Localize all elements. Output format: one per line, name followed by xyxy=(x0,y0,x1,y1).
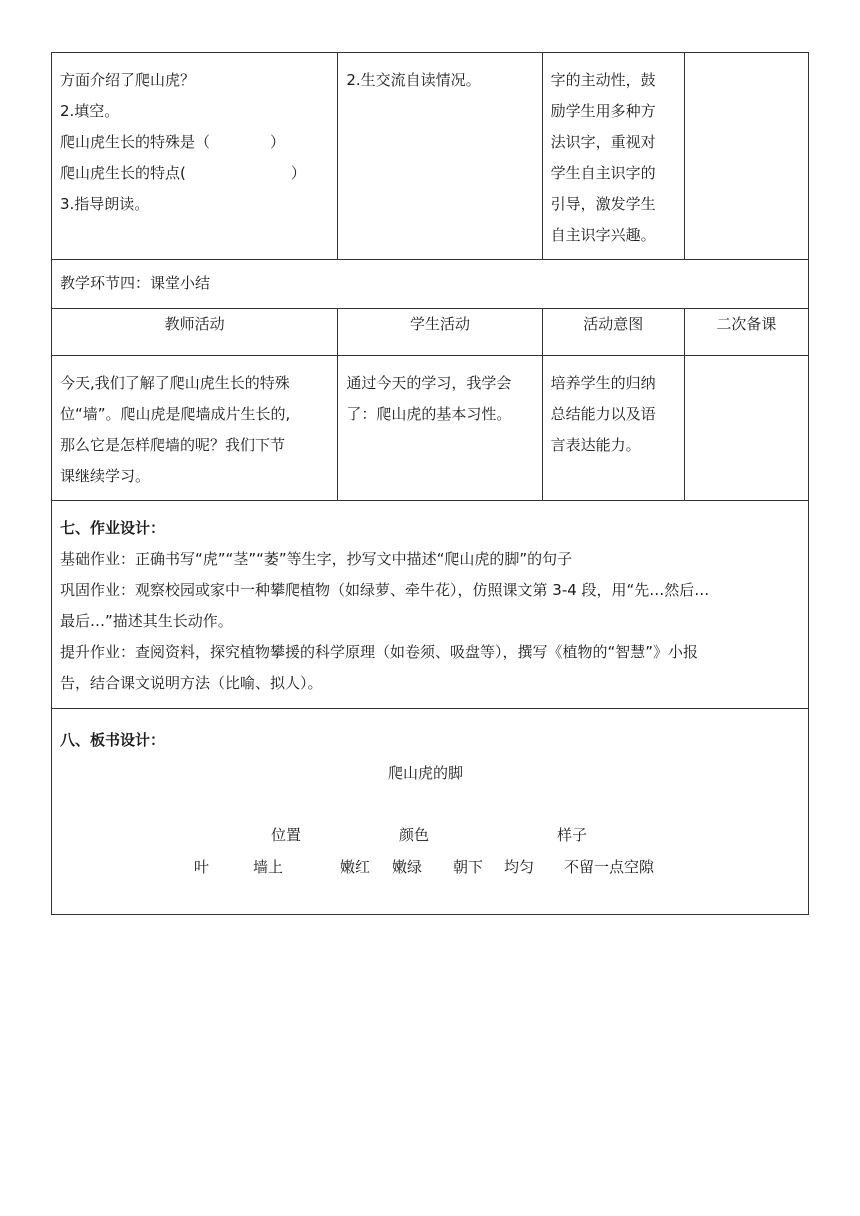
board-word-leaf: 叶 xyxy=(194,858,210,876)
intent-line: 励学生用多种方 xyxy=(550,102,656,120)
intent-line: 言表达能力。 xyxy=(550,436,641,454)
intent-line: 自主识字兴趣。 xyxy=(550,226,656,244)
teacher-line: 课继续学习。 xyxy=(60,467,151,485)
student-line: 2.生交流自读情况。 xyxy=(346,71,481,89)
board-word-red: 嫩红 xyxy=(340,858,371,876)
header-second-prep: 二次备课 xyxy=(684,309,808,356)
summary-activity-row xyxy=(52,356,809,501)
homework-title: 七、作业设计： xyxy=(60,519,166,537)
intent-line: 学生自主识字的 xyxy=(550,164,656,182)
second-prep-cell xyxy=(684,53,808,260)
homework-cell xyxy=(52,501,809,709)
intent-line: 引导，激发学生 xyxy=(550,195,656,213)
teacher-line: 爬山虎生长的特点( ） xyxy=(60,164,306,182)
intent-line: 字的主动性，鼓 xyxy=(550,71,656,89)
student-activity-cell xyxy=(338,356,542,501)
homework-row xyxy=(52,501,809,709)
teacher-line: 爬山虎生长的特殊是（ ） xyxy=(60,133,286,151)
teacher-activity-cell xyxy=(52,356,338,501)
teacher-line: 3.指导朗读。 xyxy=(60,195,150,213)
intent-line: 培养学生的归纳 xyxy=(550,374,656,392)
board-category-shape: 样子 xyxy=(557,826,588,844)
student-line: 了：爬山虎的基本习性。 xyxy=(346,405,512,423)
second-prep-cell xyxy=(684,356,808,501)
board-word-gap: 不留一点空隙 xyxy=(564,858,655,876)
board-heading: 爬山虎的脚 xyxy=(388,764,464,782)
lesson-plan-page xyxy=(51,52,809,915)
activity-row-continued xyxy=(52,53,809,260)
table-header-row xyxy=(52,309,809,356)
header-student-activity: 学生活动 xyxy=(338,309,542,356)
board-title: 八、板书设计： xyxy=(60,731,166,749)
teacher-line: 那么它是怎样爬墙的呢？我们下节 xyxy=(60,436,286,454)
teacher-line: 位“墙”。爬山虎是爬墙成片生长的, xyxy=(60,405,291,423)
intent-line: 总结能力以及语 xyxy=(550,405,656,423)
board-category-color: 颜色 xyxy=(399,826,430,844)
header-teacher-activity: 教师活动 xyxy=(52,309,338,356)
board-word-green: 嫩绿 xyxy=(392,858,423,876)
homework-line: 基础作业：正确书写“虎”“茎”“萎”等生字，抄写文中描述“爬山虎的脚”的句子 xyxy=(60,550,573,568)
section-four-row xyxy=(52,260,809,309)
board-word-even: 均匀 xyxy=(504,858,535,876)
student-line: 通过今天的学习，我学会 xyxy=(346,374,512,392)
section-four-label-cell xyxy=(52,260,809,309)
header-activity-intent: 活动意图 xyxy=(542,309,684,356)
student-activity-cell xyxy=(338,53,542,260)
teacher-activity-cell xyxy=(52,53,338,260)
homework-line: 告，结合课文说明方法（比喻、拟人）。 xyxy=(60,674,323,692)
homework-line: 最后…”描述其生长动作。 xyxy=(60,612,233,630)
lesson-plan-table xyxy=(51,52,809,915)
activity-intent-cell xyxy=(542,356,684,501)
board-word-down: 朝下 xyxy=(453,858,484,876)
homework-line: 提升作业：查阅资料，探究植物攀援的科学原理（如卷须、吸盘等），撰写《植物的“智慧”》小报 xyxy=(60,643,699,661)
teacher-line: 方面介绍了爬山虎？ xyxy=(60,71,196,89)
section-four-label: 教学环节四：课堂小结 xyxy=(60,274,211,292)
board-design-cell xyxy=(52,709,809,915)
teacher-line: 2.填空。 xyxy=(60,102,120,120)
teacher-line: 今天,我们了解了爬山虎生长的特殊 xyxy=(60,374,290,392)
board-design-row xyxy=(52,709,809,915)
board-category-position: 位置 xyxy=(271,826,302,844)
activity-intent-cell xyxy=(542,53,684,260)
board-word-wall: 墙上 xyxy=(253,858,284,876)
homework-line: 巩固作业：观察校园或家中一种攀爬植物（如绿萝、牵牛花），仿照课文第 3-4 段，用“先…然后… xyxy=(60,581,710,599)
intent-line: 法识字，重视对 xyxy=(550,133,656,151)
